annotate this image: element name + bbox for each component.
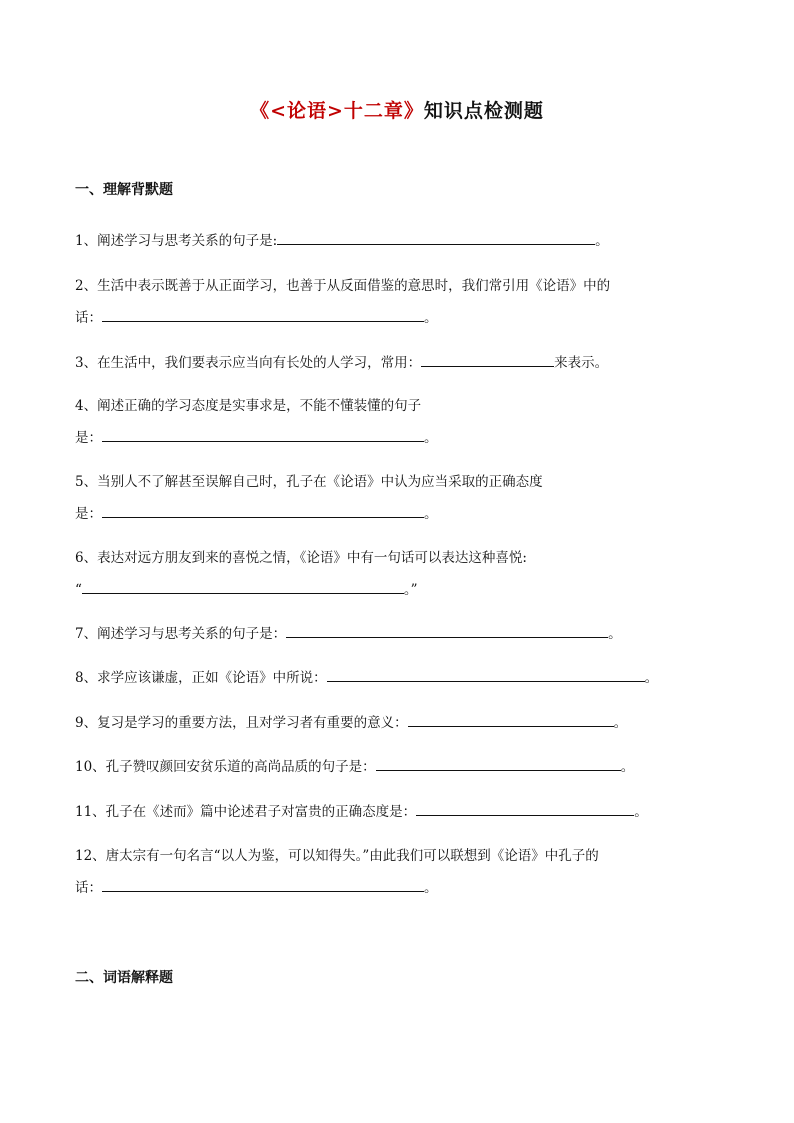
question-12-line1: 12、唐太宗有一句名言“以人为鉴，可以知得失。”由此我们可以联想到《论语》中孔子的 bbox=[75, 848, 599, 864]
question-4-prefix: 是： bbox=[75, 430, 102, 446]
question-10-text: 10、孔子赞叹颜回安贫乐道的高尚品质的句子是： bbox=[75, 759, 376, 775]
question-4-line1: 4、阐述正确的学习态度是实事求是，不能不懂装懂的句子 bbox=[75, 398, 422, 414]
question-7-text: 7、阐述学习与思考关系的句子是： bbox=[75, 626, 287, 642]
question-7 bbox=[75, 622, 622, 642]
question-4-line2 bbox=[75, 426, 438, 446]
question-6-answer-blank[interactable] bbox=[82, 579, 404, 594]
question-8 bbox=[75, 666, 658, 686]
question-9-text: 9、复习是学习的重要方法，且对学习者有重要的意义： bbox=[75, 715, 408, 731]
question-5-end: 。 bbox=[424, 506, 438, 522]
question-2-line2 bbox=[75, 306, 438, 326]
question-1 bbox=[75, 229, 609, 249]
question-1-answer-blank[interactable] bbox=[277, 230, 595, 245]
question-11-end: 。 bbox=[634, 804, 648, 820]
page-title bbox=[0, 96, 794, 123]
section-heading-recitation: 一、理解背默题 bbox=[75, 182, 173, 198]
question-5-answer-blank[interactable] bbox=[102, 503, 424, 518]
question-5-prefix: 是： bbox=[75, 506, 102, 522]
question-1-end: 。 bbox=[595, 233, 609, 249]
question-3-text: 3、在生活中，我们要表示应当向有长处的人学习，常用： bbox=[75, 355, 422, 371]
question-11-answer-blank[interactable] bbox=[416, 801, 634, 816]
question-2-answer-blank[interactable] bbox=[102, 307, 424, 322]
question-10-end: 。 bbox=[620, 759, 635, 775]
question-11-text: 11、孔子在《述而》篇中论述君子对富贵的正确态度是： bbox=[75, 804, 417, 820]
question-6-line2 bbox=[75, 578, 418, 598]
question-2-line1: 2、生活中表示既善于从正面学习，也善于从反面借鉴的意思时，我们常引用《论语》中的 bbox=[75, 278, 611, 294]
question-12-line2 bbox=[75, 876, 438, 896]
question-12-prefix: 话： bbox=[75, 880, 102, 896]
question-6-open-quote: “ bbox=[75, 582, 82, 598]
question-10 bbox=[75, 755, 634, 775]
question-11 bbox=[75, 800, 648, 820]
question-2-prefix: 话： bbox=[75, 310, 102, 326]
question-9-end: 。 bbox=[613, 715, 628, 731]
question-3-end: 来表示。 bbox=[554, 355, 609, 371]
question-1-text: 1、阐述学习与思考关系的句子是: bbox=[75, 233, 278, 249]
question-8-text: 8、求学应该谦虚，正如《论语》中所说： bbox=[75, 670, 327, 686]
question-4-answer-blank[interactable] bbox=[102, 427, 424, 442]
question-7-end: 。 bbox=[608, 626, 622, 642]
question-12-answer-blank[interactable] bbox=[102, 877, 424, 892]
title-red: 《<论语>十二章》 bbox=[250, 100, 424, 122]
question-6-line1: 6、表达对远方朋友到来的喜悦之情，《论语》中有一句话可以表达这种喜悦: bbox=[75, 550, 527, 566]
question-5-line2 bbox=[75, 502, 438, 522]
question-2-end: 。 bbox=[424, 310, 438, 326]
question-5-line1: 5、当别人不了解甚至误解自己时，孔子在《论语》中认为应当采取的正确态度 bbox=[75, 474, 543, 490]
question-3 bbox=[75, 351, 608, 371]
section-heading-vocabulary: 二、词语解释题 bbox=[75, 970, 173, 986]
question-8-end: 。 bbox=[644, 670, 659, 686]
question-8-answer-blank[interactable] bbox=[327, 667, 645, 682]
question-4-end: 。 bbox=[424, 430, 438, 446]
question-9 bbox=[75, 711, 627, 731]
question-7-answer-blank[interactable] bbox=[286, 623, 608, 638]
question-12-end: 。 bbox=[424, 880, 438, 896]
question-10-answer-blank[interactable] bbox=[376, 756, 621, 771]
title-black: 知识点检测题 bbox=[423, 100, 544, 122]
question-3-answer-blank[interactable] bbox=[421, 352, 554, 367]
question-9-answer-blank[interactable] bbox=[408, 712, 614, 727]
question-6-end: 。” bbox=[403, 582, 418, 598]
